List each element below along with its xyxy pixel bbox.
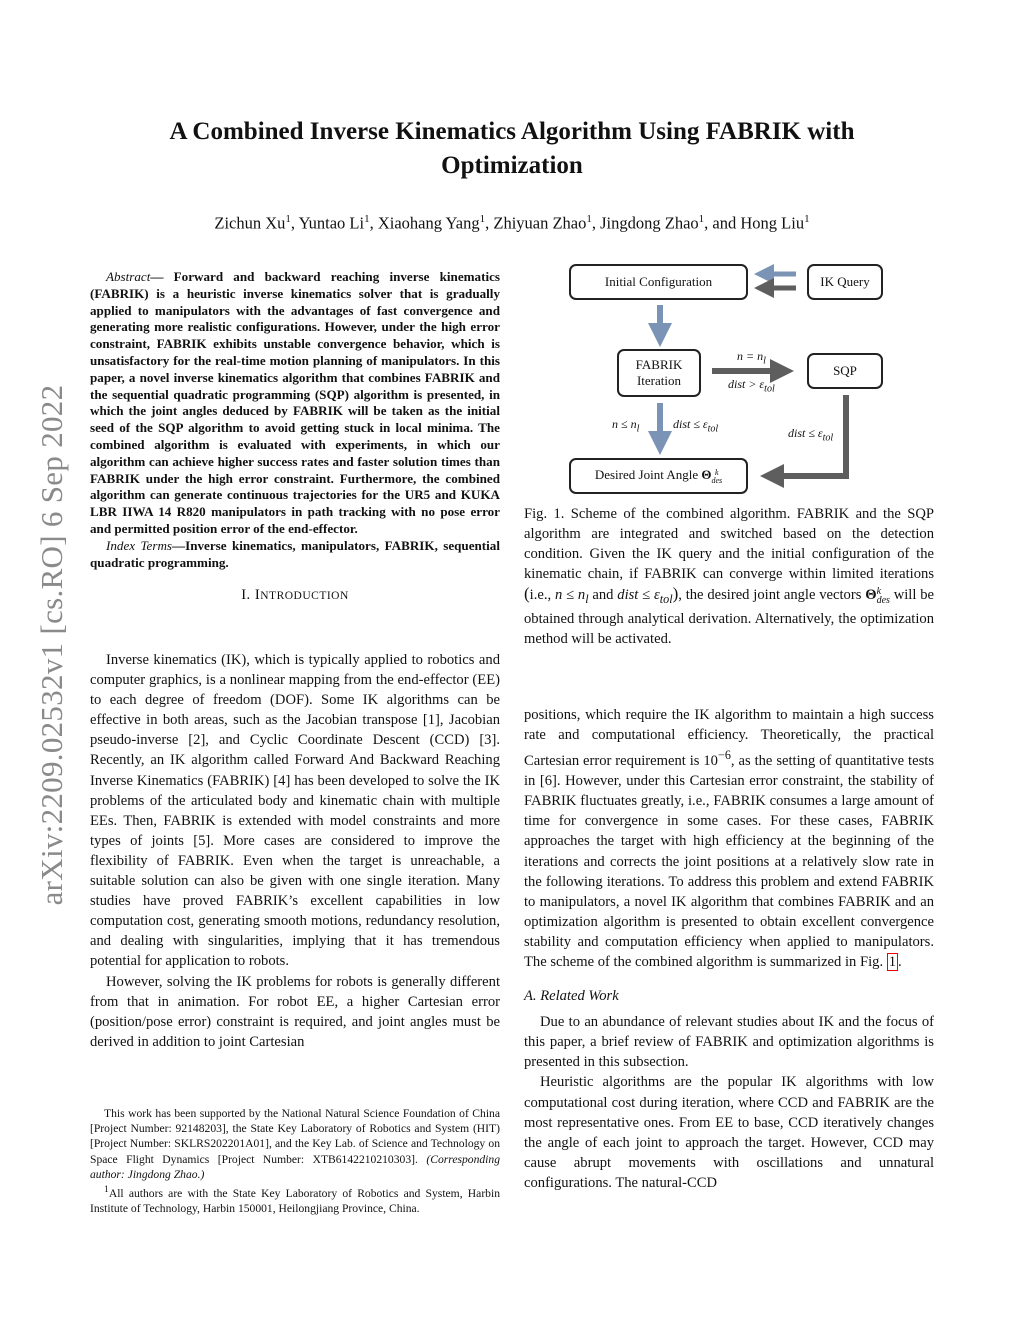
author-separator: , — [290, 213, 299, 233]
caption-theta-scripts — [877, 587, 890, 605]
caption-math-cond: i.e., $n \le n_l$ — [529, 587, 589, 607]
box-label: Initial Configuration — [604, 274, 713, 289]
author-affiliation-mark: 1 — [698, 213, 705, 225]
intro-paragraph: However, solving the IK problems for robots is generally different from that in animation. For robot EE, a higher Cartesian error (position/pose error) constraint is required, and joint angles must be derived in addition to joint Cartesian — [90, 973, 500, 1050]
subsection-heading-related-work: A. Related Work — [524, 988, 619, 1005]
desired-prefix: Desired Joint Angle — [594, 467, 702, 483]
box-label: SQP — [833, 363, 857, 378]
caption-prefix: Fig. 1. — [524, 506, 565, 522]
caption-theta-sub: des — [876, 595, 890, 607]
label-sub: tol — [764, 383, 775, 395]
affiliation-text: All authors are with the State Key Laboratory of Robotics and System, Harbin Institute of Technology, Harbin 150001, Heilongjiang Province, China. — [90, 1186, 500, 1216]
label-text: dist ≤ ε — [788, 426, 823, 440]
label-text: n = n — [737, 349, 764, 363]
paper-title: A Combined Inverse Kinematics Algorithm Using FABRIK with Optimization — [169, 118, 855, 179]
intro-paragraph: Inverse kinematics (IK), which is typically applied to robotics and computer graphics, is a nonlinear mapping from the end-effector (EE) to each degree of freedom (DOF). Some IK algorithms can be effective in both areas, such as the Jacobian transpose [1], Jacobian pseudo-inverse [2], and Cyclic Coordinate Descent (CCD) [3]. Recently, an IK algorithm called Forward And Backward Reaching Inverse Kinematics (FABRIK) [4] has been developed to solve the IK problems of the articulated body and kinematic chain with multiple EEs. Then, FABRIK is extended with model constraints and more types of joints [5]. More cases are considered to improve the flexibility of FABRIK. Even when the target is unreachable, a suitable solution can also be given with one single iteration. Many studies have proved FABRIK’s excellent capabilities in low computation cost, generating smooth motions, redundancy resolution, and dealing with singularities, implying that it has tremendous potential for application to robots. — [90, 652, 500, 970]
affiliation-footnote — [90, 1182, 500, 1216]
caption-math-dist-sub: tol — [659, 592, 673, 607]
theta-sub: des — [711, 475, 723, 485]
related-work-paragraph: Heuristic algorithms are the popular IK algorithms with low computational cost during iteration, where CCD and FABRIK are the most representative ones. From EE to base, CCD iteratively changes the angle of each joint to approach the target. However, CCD may cause abrupt movements with oscillations and unnatural configurations. The natural-CCD — [524, 1074, 934, 1191]
label-sub: tol — [707, 423, 719, 435]
label-sub: l — [636, 423, 640, 435]
author-name: Zhiyuan Zhao — [493, 213, 587, 233]
box-initial-configuration — [569, 264, 748, 300]
figure-1-diagram — [560, 255, 930, 500]
box-ik-query — [807, 264, 883, 300]
label-dist-le-tol-left — [673, 417, 718, 434]
theta-symbol: Θ — [701, 467, 712, 483]
label-dist-le-tol-right — [788, 426, 833, 443]
abstract — [90, 269, 500, 611]
author-separator: , — [591, 213, 601, 233]
box-label — [595, 467, 722, 484]
continuation-text: positions, which require the IK algorithm to maintain a high success rate and computational efficiency. Theoretically, the practical Cartesian error requirement is 10 — [524, 707, 934, 770]
caption-theta-sup: k — [876, 586, 882, 598]
author-name: Hong Liu — [740, 213, 805, 233]
index-terms-dash: — — [172, 537, 186, 553]
author-separator: , and — [704, 213, 741, 233]
label-text: n ≤ n — [612, 417, 637, 431]
box-desired-joint-angle — [569, 458, 748, 494]
arxiv-stamp: arXiv:2209.02532v1 [cs.RO] 6 Sep 2022 — [34, 384, 69, 906]
continuation-end: . — [898, 953, 902, 970]
label-sub: tol — [822, 432, 834, 444]
intro-continuation — [524, 705, 934, 972]
caption-text: , the desired joint angle vectors — [678, 587, 866, 604]
affiliation-mark: 1 — [104, 1184, 109, 1196]
author-name: Jingdong Zhao — [600, 213, 699, 233]
funding-text: This work has been supported by the National Natural Science Foundation of China [Project Number: 92148203], the State Key Laboratory of Robotics and System (HIT) [Project Number: SKLRS202201A01], and the Key Lab. of Science and Technology on Space Flight Dynamics [Project Number: XTB6142210210303]. — [90, 1107, 500, 1166]
section-heading-introduction — [90, 587, 500, 605]
section-heading-first: I — [254, 587, 261, 604]
box-label: Iteration — [636, 373, 682, 388]
label-n-equals-nl — [737, 349, 766, 366]
section-heading-rest: NTRODUCTION — [260, 590, 349, 603]
author-affiliation-mark: 1 — [285, 213, 291, 225]
author-affiliation-mark: 1 — [364, 213, 370, 225]
figure-1-caption — [524, 504, 934, 650]
author-affiliation-mark: 1 — [479, 213, 486, 225]
caption-theta: Θ — [865, 587, 877, 604]
index-terms-label: Index Terms — [106, 537, 173, 553]
abstract-text: Forward and backward reaching inverse kinematics (FABRIK) is a heuristic inverse kinematics solver that is gradually applied to manipulators with the advantages of fast convergence and generating more realistic configurations. However, under the high error constraint, FABRIK exhibits unstable convergence behavior, which is unsatisfactory for the real-time motion planning of manipulators. In this paper, a novel inverse kinematics algorithm that combines FABRIK and the sequential quadratic programming (SQP) algorithm is presented, in which the joint angles deduced by FABRIK will be taken as the initial seed of the SQP algorithm to avoid getting stuck in local minima. The combined algorithm is evaluated with experiments, in which our algorithm can achieve higher success rates and faster solution times than FABRIK under the high error constraint. Furthermore, the combined algorithm can generate continuous trajectories for the UR5 and KUKA LBR IIWA 14 R820 manipulators in path tracking with no pose error and permitted position error of the end-effector. — [90, 269, 500, 536]
section-numeral: I. — [241, 587, 251, 604]
author-name: Zichun Xu — [214, 213, 286, 233]
box-fabrik-iteration — [617, 349, 701, 397]
label-text: dist ≤ ε — [673, 417, 708, 431]
figure-reference-link[interactable]: 1 — [888, 953, 897, 970]
caption-text: Scheme of the combined algorithm. FABRIK and the SQP algorithm are integrated and switched based on the detection condition. Given the IK query and the initial configuration of the kinematic chain, if FABRIK can converge within limited iterations — [524, 506, 934, 583]
label-text: dist > ε — [728, 377, 765, 391]
author-separator: , — [369, 213, 378, 233]
caption-paren-close: ) — [672, 584, 679, 604]
funding-footnote — [90, 1106, 500, 1182]
right-column-body — [524, 705, 934, 1193]
box-sqp — [807, 353, 883, 389]
continuation-text: , as the setting of quantitative tests in [6]. However, under this Cartesian error constraint, the stability of FABRIK fluctuates greatly, i.e., FABRIK consumes a large amount of time for convergence in some cases. For these cases, FABRIK approaches the target with high efficiency at the beginning of the iterations and corrects the joint positions at a relatively slow rate in the following iterations. To address this problem and extend FABRIK to manipulators, a novel IK algorithm that combines FABRIK and an optimization algorithm is presented to obtain excellent convergence stability and computation efficiency when applied to manipulators. The scheme of the combined algorithm is summarized in Fig. — [524, 753, 934, 970]
exponent: −6 — [717, 748, 731, 763]
index-terms-text: Inverse kinematics, manipulators, FABRIK, sequential quadratic programming. — [90, 537, 500, 570]
caption-text: will be obtained through analytical derivation. Alternatively, the optimization method will be activated. — [524, 587, 934, 648]
footnotes — [90, 1106, 500, 1216]
box-label: IK Query — [820, 274, 870, 289]
related-work-paragraph: Due to an abundance of relevant studies about IK and the focus of this paper, a brief review of FABRIK and optimization algorithms is presented in this subsection. — [524, 1014, 934, 1071]
label-sub: l — [763, 355, 766, 367]
author-affiliation-mark: 1 — [804, 213, 810, 225]
caption-paren-open: ( — [524, 584, 530, 604]
author-separator: , — [485, 213, 494, 233]
abstract-dash: — — [150, 269, 164, 284]
theta-sup: k — [715, 467, 719, 477]
author-name: Xiaohang Yang — [377, 213, 480, 233]
introduction-body — [90, 650, 500, 1052]
author-list — [100, 208, 924, 235]
abstract-label: Abstract — [106, 269, 151, 284]
author-name: Yuntao Li — [298, 213, 365, 233]
label-n-le-nl — [612, 417, 639, 434]
box-label: FABRIK — [635, 357, 683, 372]
author-affiliation-mark: 1 — [586, 213, 592, 225]
caption-math-sub: l — [585, 592, 589, 607]
caption-and: and — [588, 587, 618, 604]
caption-math-dist: dist ≤ ε — [617, 587, 660, 604]
label-dist-greater-tol — [728, 377, 775, 394]
corresponding-author: (Corresponding author: Jingdong Zhao.) — [90, 1152, 500, 1181]
